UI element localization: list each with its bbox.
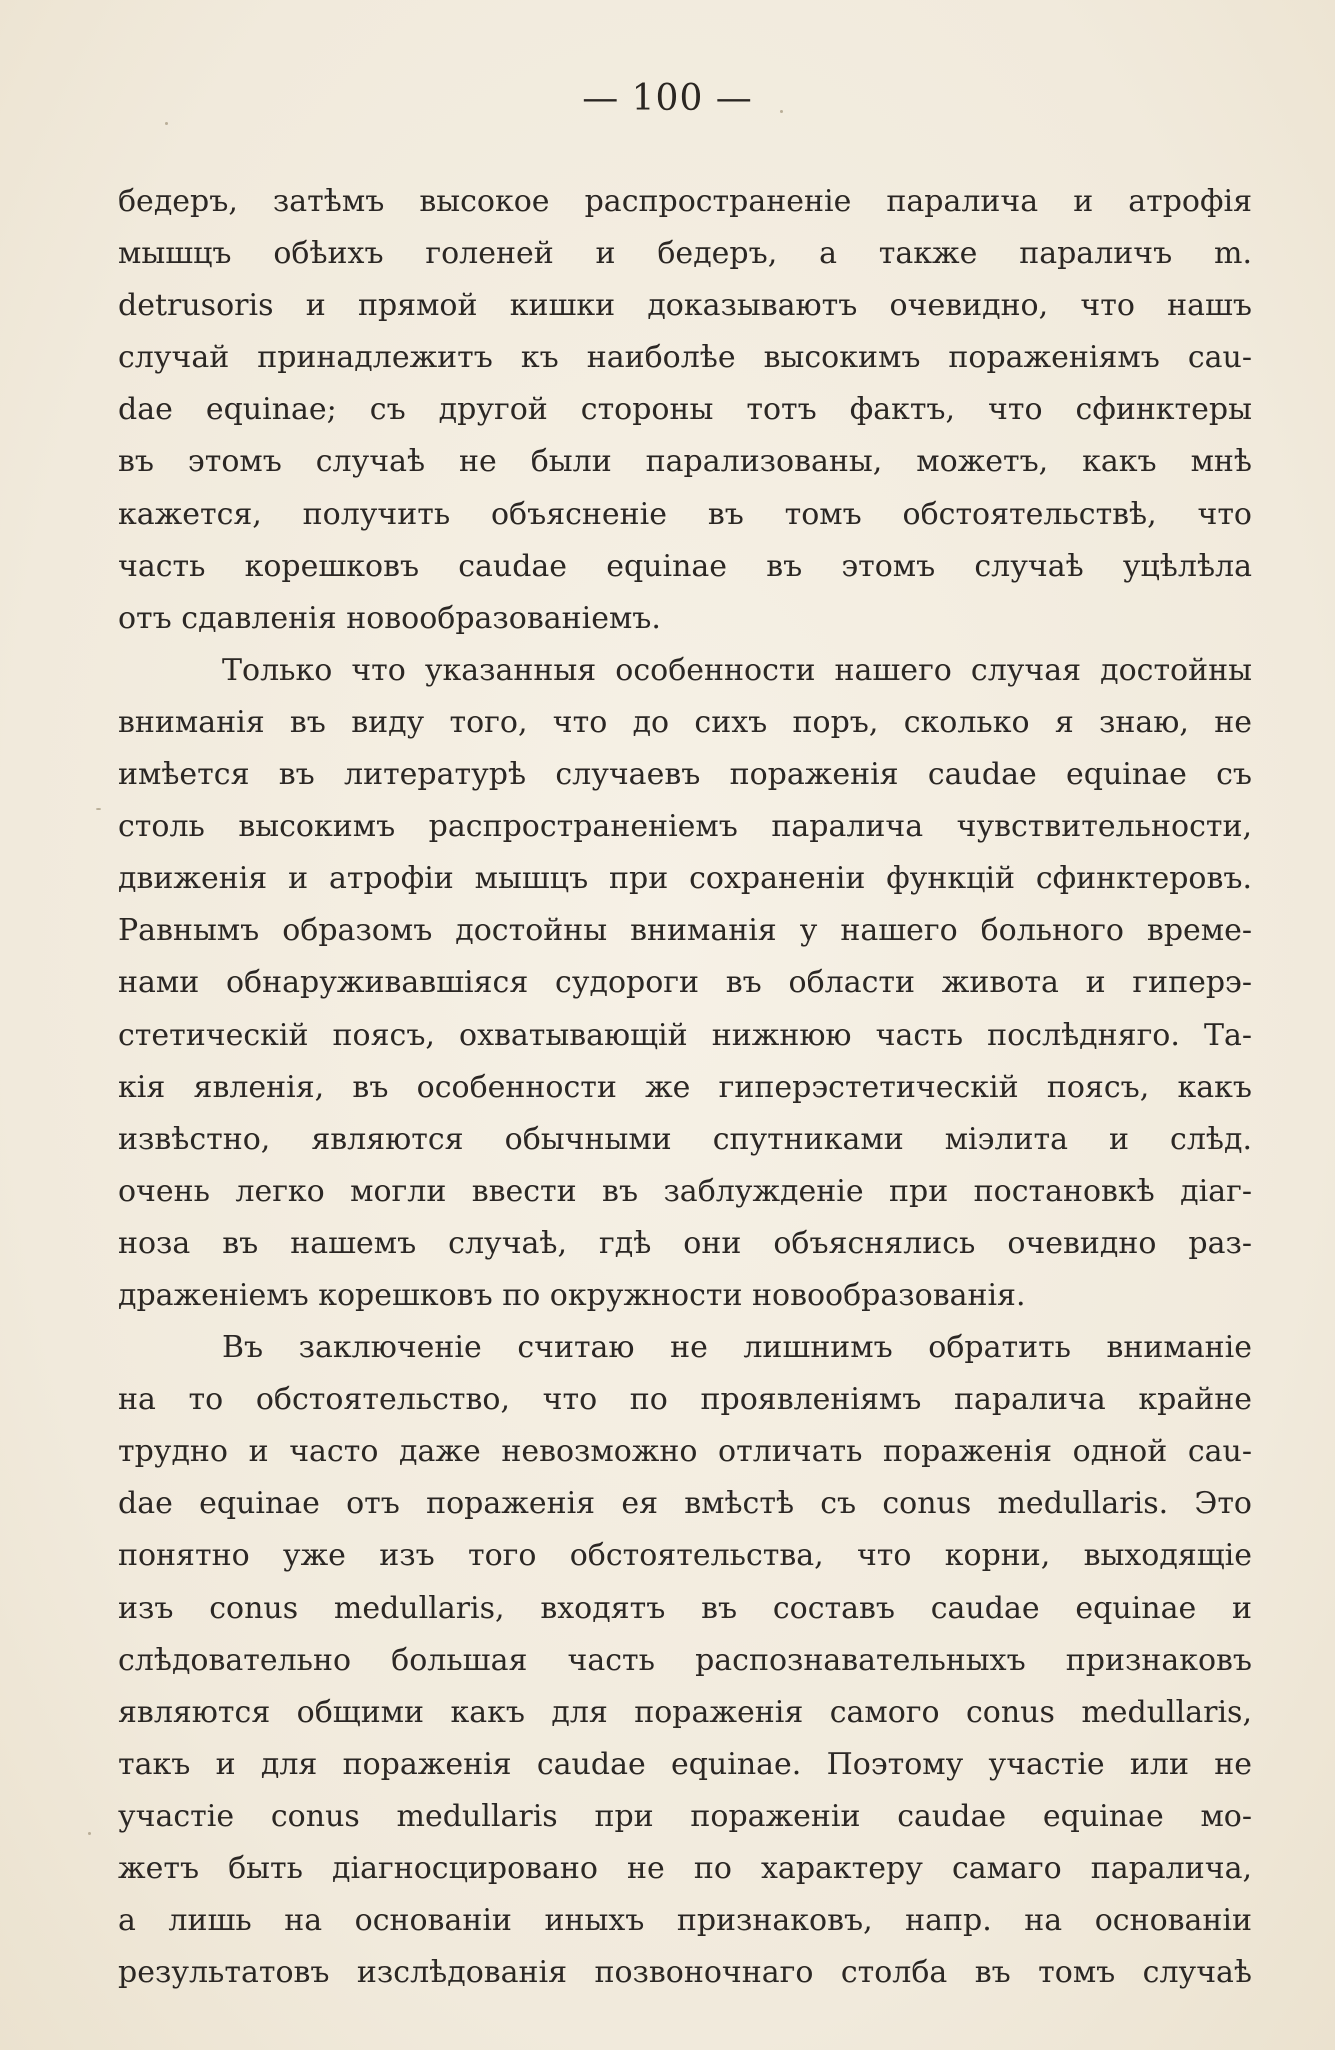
text-line: а лишь на основаніи иныхъ признаковъ, напр. на основаніи [118,1903,1252,1939]
text-line: извѣстно, являются обычными спутниками міэлита и слѣд. [118,1121,1252,1157]
text-line: стетическій поясъ, охватывающій нижнюю часть послѣдняго. Та- [118,1017,1252,1053]
text-line: являются общими какъ для пораженія самого conus medullaris, [118,1694,1252,1730]
text-line: dae equinae; съ другой стороны тотъ фактъ, что сфинктеры [118,392,1252,428]
paper-speck [780,110,783,113]
text-line: жетъ быть діагносцировано не по характеру самаго паралича, [118,1851,1252,1886]
text-line: столь высокимъ распространеніемъ паралича чувствительности, [118,809,1252,845]
text-line: бедеръ, затѣмъ высокое распространеніе паралича и атрофія [118,184,1252,219]
text-line-paragraph-end: драженіемъ корешковъ по окружности новообразованія. [118,1277,1026,1313]
text-line: трудно и часто даже невозможно отличать пораженія одной cau- [118,1434,1252,1470]
paper-speck [88,1832,91,1835]
paper-speck [165,122,168,125]
text-line-paragraph-start: Въ заключеніе считаю не лишнимъ обратить вниманіе [222,1330,1252,1366]
text-line: движенія и атрофіи мышцъ при сохраненіи функцій сфинктеровъ. [118,861,1252,897]
body-text [118,176,1252,1999]
text-line-paragraph-start: Только что указанныя особенности нашего случая достойны [222,652,1252,688]
text-line: кажется, получить объясненіе въ томъ обстоятельствѣ, что [118,496,1252,532]
text-line: на то обстоятельство, что по проявленіямъ паралича крайне [118,1382,1252,1418]
text-line: detrusoris и прямой кишки доказываютъ очевидно, что нашъ [118,288,1252,324]
text-line: часть корешковъ caudae equinae въ этомъ случаѣ уцѣлѣла [118,548,1252,584]
text-line: случай принадлежитъ къ наиболѣе высокимъ пораженіямъ cau- [118,340,1252,376]
text-line: въ этомъ случаѣ не были парализованы, можетъ, какъ мнѣ [118,444,1252,480]
text-line: Равнымъ образомъ достойны вниманія у нашего больного време- [118,913,1252,949]
text-line: изъ conus medullaris, входятъ въ составъ caudae equinae и [118,1590,1252,1626]
text-line: слѣдовательно большая часть распознавательныхъ признаковъ [118,1642,1252,1678]
text-line: мышцъ обѣихъ голеней и бедеръ, а также параличъ m. [118,236,1252,272]
text-line: вниманія въ виду того, что до сихъ поръ, сколько я знаю, не [118,704,1252,740]
text-line-paragraph-end: отъ сдавленія новообразованіемъ. [118,600,661,636]
text-line: участіе conus medullaris при пораженіи caudae equinae мо- [118,1798,1252,1834]
text-line: кія явленія, въ особенности же гиперэстетическій поясъ, какъ [118,1069,1252,1105]
page-number: — 100 — [582,78,753,119]
text-line: результатовъ изслѣдованія позвоночнаго столба въ томъ случаѣ [118,1955,1252,1991]
text-line: ноза въ нашемъ случаѣ, гдѣ они объяснялись очевидно раз- [118,1225,1252,1261]
text-line: понятно уже изъ того обстоятельства, что корни, выходящіе [118,1538,1252,1574]
text-line: очень легко могли ввести въ заблужденіе при постановкѣ діаг- [118,1173,1252,1209]
text-line: нами обнаруживавшіяся судороги въ области живота и гиперэ- [118,965,1252,1001]
text-line: такъ и для пораженія caudae equinae. Поэтому участіе или не [118,1746,1252,1782]
text-line: dae equinae отъ пораженія ея вмѣстѣ съ conus medullaris. Это [118,1486,1252,1522]
text-line: имѣется въ литературѣ случаевъ пораженія caudae equinae съ [118,757,1252,793]
paper-speck [96,808,101,810]
